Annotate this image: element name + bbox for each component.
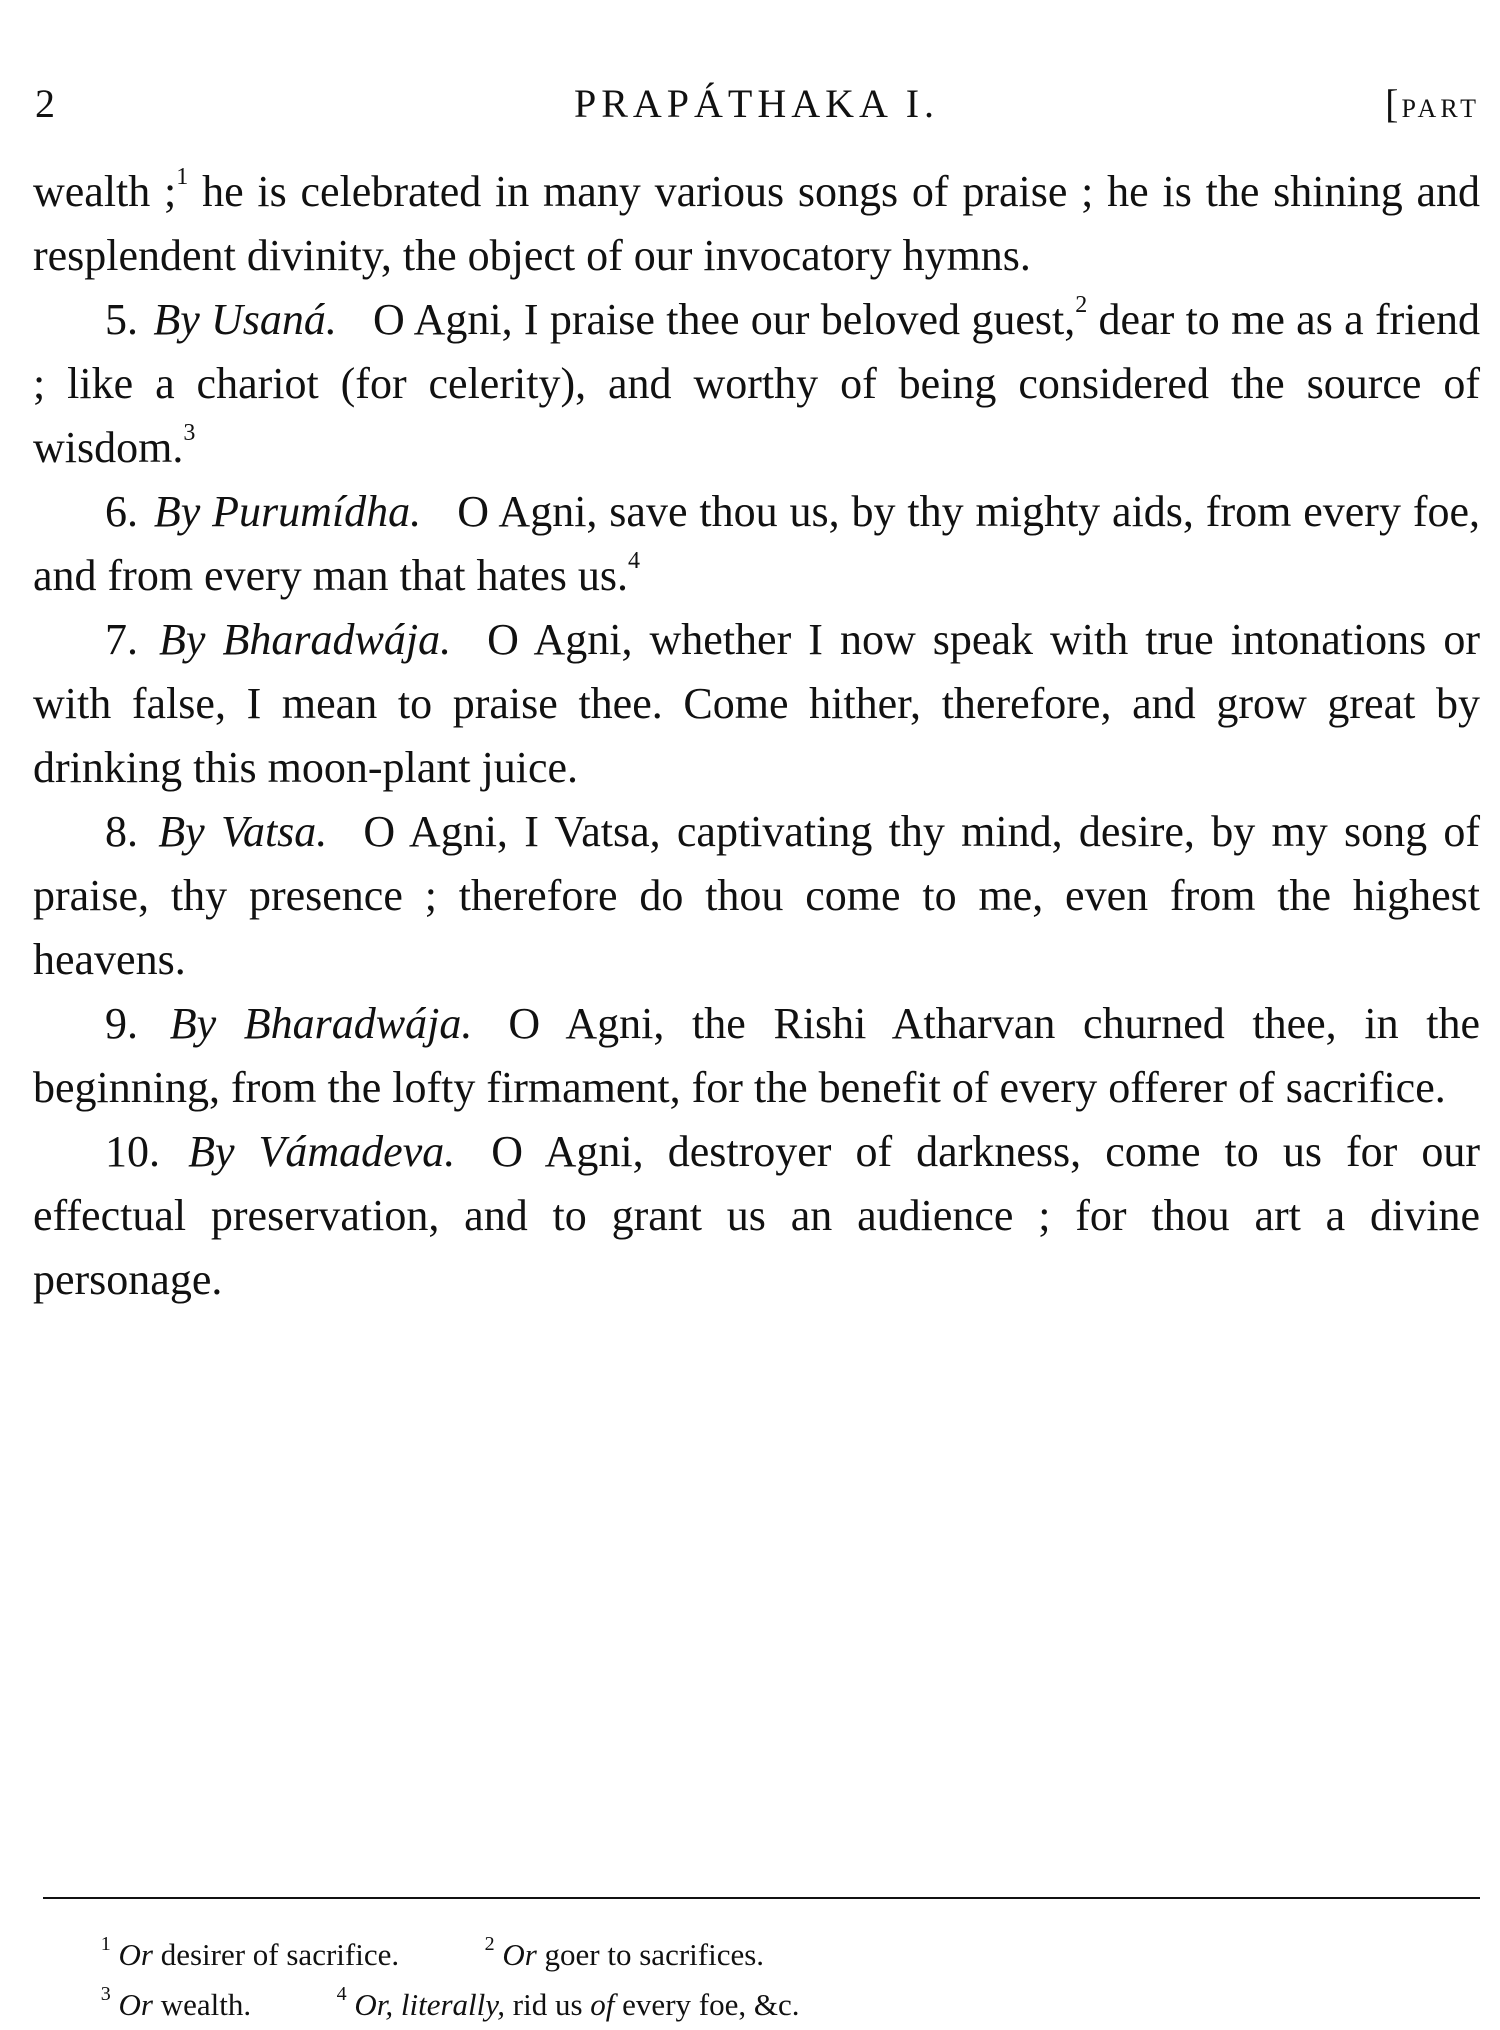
text-run: he is celebrated in many various songs of praise ; he is the shining and resplendent divinity, the object of our invocatory hymns.: [33, 167, 1481, 280]
footnote-3: [101, 1980, 251, 2030]
verse-attribution: By Vatsa.: [158, 807, 328, 856]
verse-attribution: By Bharadwája.: [169, 999, 473, 1048]
verse-10: [33, 1120, 1480, 1312]
footnote-text: wealth.: [152, 1987, 252, 2022]
page-body: [33, 132, 1480, 1312]
footnote-row: [43, 1930, 1480, 1980]
footnote-mark: 3: [100, 1982, 111, 2005]
footnote-mark: 4: [336, 1982, 347, 2005]
verse-number: 8.: [105, 807, 138, 856]
footnote-text: every foe, &c.: [614, 1987, 800, 2022]
page-title: PRAPÁTHAKA I.: [573, 81, 940, 126]
footnote-or: Or: [502, 1937, 537, 1972]
part-label-text: PART: [1401, 94, 1480, 123]
verse-text: O Agni, the Rishi Atharvan churned thee, in the beginning, from the lofty firmament, for the benefit of every offerer of sacrifice.: [33, 999, 1481, 1112]
footnote-text: desirer of sacrifice.: [152, 1937, 400, 1972]
verse-text: O Agni, I praise thee our beloved guest,: [372, 295, 1076, 344]
page-header: [33, 80, 1480, 130]
verse-text: O Agni, save thou us, by thy mighty aids, from every foe, and from every man that hates us.: [33, 487, 1481, 600]
footnote-mark: 1: [100, 1932, 111, 1955]
verse-text: O Agni, whether I now speak with true intonations or with false, I mean to praise thee. Come hither, therefore, and grow great by drinking this moon-plant juice.: [33, 615, 1480, 792]
text-run: wealth ;: [33, 167, 177, 216]
footnote-1: [101, 1930, 399, 1980]
footnote-ref-1: 1: [176, 164, 189, 191]
verse-7: [33, 608, 1480, 800]
footnote-mark: 2: [484, 1932, 495, 1955]
footnote-2: [485, 1930, 764, 1980]
footnote-row: [43, 1980, 1480, 2030]
body-text: [33, 160, 1480, 1312]
verse-6: [33, 480, 1480, 608]
verse-number: 5.: [105, 295, 138, 344]
verse-attribution: By Usaná.: [153, 295, 337, 344]
verse-9: [33, 992, 1480, 1120]
verse-attribution: By Vámadeva.: [188, 1127, 456, 1176]
verse-number: 6.: [105, 487, 138, 536]
verse-8: [33, 800, 1480, 992]
verse-number: 9.: [105, 999, 138, 1048]
footnotes: [43, 1930, 1480, 2030]
footnote-or: Or, literally,: [354, 1987, 506, 2022]
footnote-ref-2: 2: [1075, 292, 1088, 319]
part-label: [1385, 80, 1480, 127]
verse-text: dear to me as a friend ; like a chariot (for celerity), and worthy of being considered the source of wisdom.: [33, 295, 1481, 472]
footnote-divider: [43, 1897, 1480, 1899]
footnote-text: goer to sacrifices.: [536, 1937, 765, 1972]
part-bracket: [: [1385, 81, 1402, 126]
footnote-ref-4: 4: [628, 548, 641, 575]
footnote-or: Or: [118, 1987, 153, 2022]
verse-number: 10.: [105, 1127, 160, 1176]
footnote-italic: of: [590, 1987, 615, 2022]
paragraph-continuation: [33, 160, 1480, 288]
footnote-or: Or: [118, 1937, 153, 1972]
verse-attribution: By Purumídha.: [153, 487, 422, 536]
footnote-text: rid us: [505, 1987, 591, 2022]
verse-attribution: By Bharadwája.: [159, 615, 452, 664]
verse-5: [33, 288, 1480, 480]
verse-text: O Agni, I Vatsa, captivating thy mind, desire, by my song of praise, thy presence ; therefore do thou come to me, even from the highest heavens.: [33, 807, 1481, 984]
footnote-ref-3: 3: [183, 420, 196, 447]
verse-number: 7.: [105, 615, 138, 664]
verse-text: O Agni, destroyer of darkness, come to us for our effectual preservation, and to grant us an audience ; for thou art a divine personage.: [33, 1127, 1481, 1304]
footnote-4: [337, 1980, 800, 2030]
page-number: 2: [35, 81, 58, 126]
